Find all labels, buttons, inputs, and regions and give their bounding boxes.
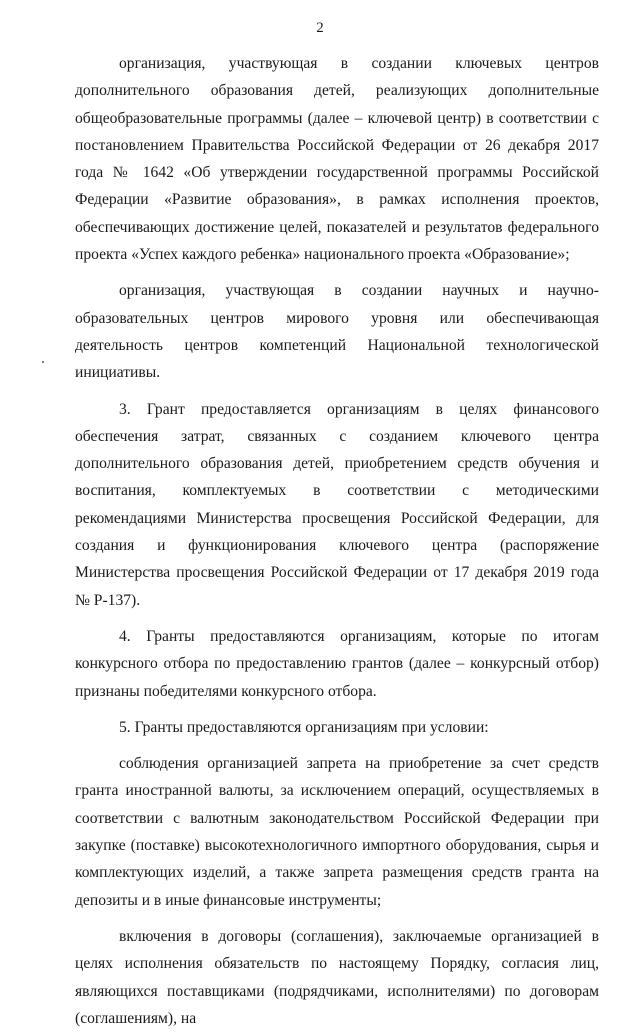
paragraph-grant-purpose: 3. Грант предоставляется организациям в целях финансового обеспечения затрат, связанных с созданием ключевого центра дополнительного образования детей, приобретением средств обучения и воспитания, комплектуемых в соответствии с методическими рекомендациями Министерства просвещения Российской Федерации, для создания и функционирования ключевого центра (распоряжение Министерства просвещения Российской Федерации от 17 декабря 2019 года № Р-137). [75, 400, 599, 609]
paragraph-grant-conditions: 5. Гранты предоставляются организациям при условии: [119, 718, 489, 736]
paragraph-contract-consent: включения в договоры (соглашения), заключаемые организацией в целях исполнения обязательств по настоящему Порядку, согласия лиц, являющихся поставщиками (подрядчиками, исполнителями) по договорам (соглашениям), на [75, 927, 599, 1027]
margin-mark [42, 361, 44, 363]
paragraph-key-center-organization: организация, участвующая в создании ключевых центров дополнительного образования детей, реализующих дополнительные общеобразовательные программы (далее – ключевой центр) в соответствии с постановлением Правительства Российской Федерации от 26 декабря 2017 года № 1642 «Об утверждении государственной программы Российской Федерации «Развитие образования», в рамках исполнения проектов, обеспечивающих достижение целей, показателей и результатов федерального проекта «Успех каждого ребенка» национального проекта «Образование»; [75, 55, 599, 264]
paragraph-research-centers: организация, участвующая в создании научных и научно-образовательных центров мирового уровня или обеспечивающая деятельность центров компетенций Национальной технологической инициативы. [75, 282, 599, 382]
paragraph-currency-restriction: соблюдения организацией запрета на приобретение за счет средств гранта иностранной валюты, за исключением операций, осуществляемых в соответствии с валютным законодательством Российской Федерации при закупке (поставке) высокотехнологичного импортного оборудования, сырья и комплектующих изделий, а также запрета размещения средств гранта на депозиты и в иные финансовые инструменты; [75, 755, 599, 909]
page-number: 2 [316, 20, 324, 36]
paragraph-grant-recipients: 4. Гранты предоставляются организациям, которые по итогам конкурсного отбора по предоставлению грантов (далее – конкурсный отбор) признаны победителями конкурсного отбора. [75, 627, 599, 700]
document-body [75, 50, 599, 1032]
